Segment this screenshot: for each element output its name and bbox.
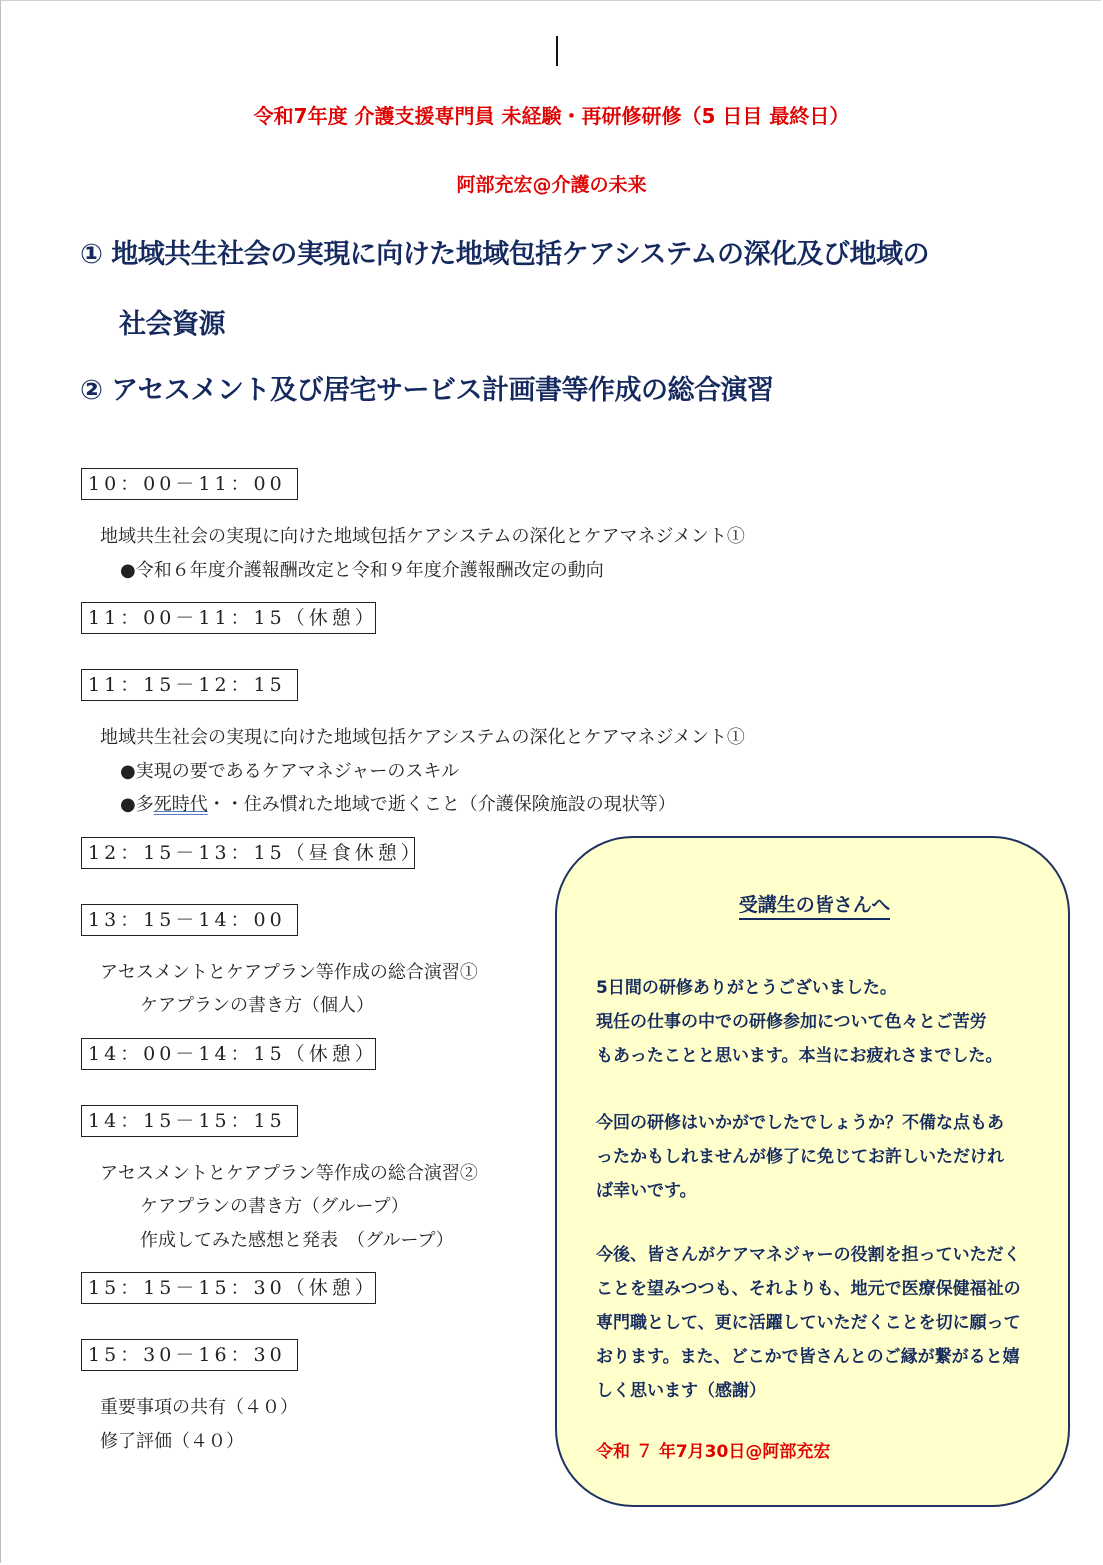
lunch-break: 12：15－13：15（昼食休憩） [81,837,415,869]
slot-2-bullet-1: ●実現の要であるケアマネジャーのスキル [120,761,460,782]
slot-4-detail-2: 作成してみた感想と発表 （グループ） [140,1230,454,1251]
slot-4-detail-1: ケアプランの書き方（グループ） [140,1196,409,1217]
time-slot-2: 11：15－12：15 [81,669,298,701]
text-cursor [556,36,558,66]
slot-1-bullet: ●令和６年度介護報酬改定と令和９年度介護報酬改定の動向 [120,560,604,581]
slot-5-item-2: 修了評価（４０） [100,1431,244,1452]
break-2: 14：00－14：15（休憩） [81,1038,376,1070]
time-slot-1: 10：00－11：00 [81,468,298,500]
message-paragraph-3: 今後、皆さんがケアマネジャーの役割を担っていただく ことを望みつつも、それよりも、地元で医療保健福祉の 専門職として、更に活躍していただくことを切に願って おります。また、どこかで皆さんとのご縁が繋がると嬉 しく思います（感謝） [596,1245,1021,1401]
message-paragraph-2: 今回の研修はいかがでしたでしょうか？不備な点もあ ったかもしれませんが修了に免じてお許しいただけれ ば幸いです。 [596,1113,1004,1201]
slot-2-bullet-2: ●多死時代・・住み慣れた地域で逝くこと（介護保険施設の現状等） [120,794,676,815]
heading-1-continued: 社会資源 [119,309,225,340]
underlined-term: 死時代 [153,794,208,815]
slot-1-topic: 地域共生社会の実現に向けた地域包括ケアシステムの深化とケアマネジメント① [100,526,745,547]
slot-4-topic: アセスメントとケアプラン等作成の総合演習② [100,1163,478,1184]
break-3: 15：15－15：30（休憩） [81,1272,376,1304]
author-line: 阿部充宏@介護の未来 [456,174,647,196]
message-box [555,836,1070,1507]
break-1: 11：00－11：15（休憩） [81,602,376,634]
document-title: 令和7年度 介護支援専門員 未経験・再研修研修（5 日目 最終日） [253,104,850,128]
message-title: 受講生の皆さんへ [557,890,1072,917]
message-signature: 令和 ７ 年7月30日@阿部充宏 [596,1442,831,1462]
slot-2-topic: 地域共生社会の実現に向けた地域包括ケアシステムの深化とケアマネジメント① [100,727,745,748]
heading-1: ① 地域共生社会の実現に向けた地域包括ケアシステムの深化及び地域の [80,239,929,270]
slot-3-detail: ケアプランの書き方（個人） [140,995,374,1016]
slot-3-topic: アセスメントとケアプラン等作成の総合演習① [100,962,478,983]
time-slot-3: 13：15－14：00 [81,904,298,936]
message-paragraph-1: 5日間の研修ありがとうございました。 現任の仕事の中での研修参加について色々とご苦労 もあったことと思います。本当にお疲れさまでした。 [596,978,1003,1066]
time-slot-5: 15：30－16：30 [81,1339,298,1371]
heading-2: ② アセスメント及び居宅サービス計画書等作成の総合演習 [80,375,774,406]
slot-5-item-1: 重要事項の共有（４０） [100,1397,298,1418]
time-slot-4: 14：15－15：15 [81,1105,298,1137]
